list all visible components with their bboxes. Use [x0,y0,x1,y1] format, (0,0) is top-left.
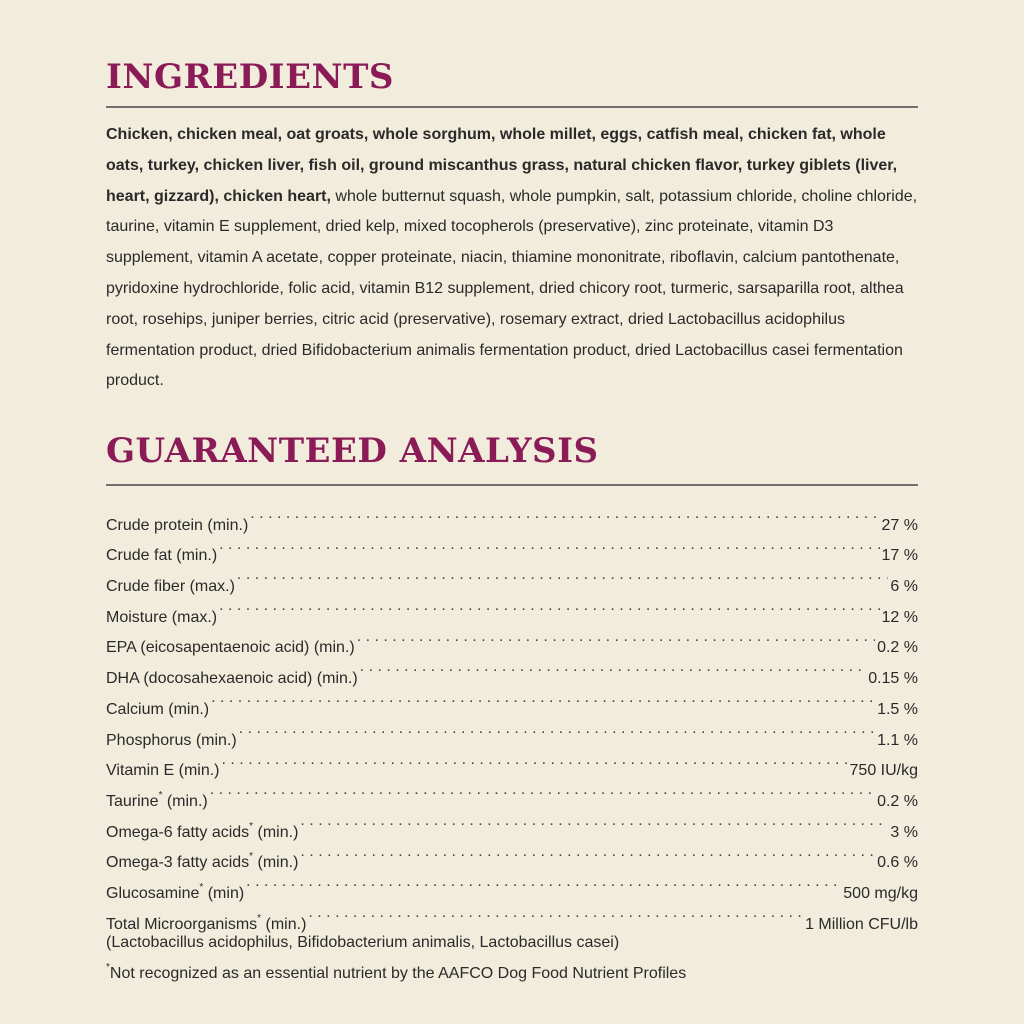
nutrient-name: Crude fat (min.) [106,547,218,565]
nutrient-name: Glucosamine [106,884,200,902]
nutrient-value: 1.1 % [877,731,918,749]
nutrient-qualifier: (min.) [253,823,299,841]
nutrient-value: 1 Million CFU/lb [805,915,918,933]
nutrient-label [106,572,235,603]
nutrient-name: Crude protein (min.) [106,516,249,534]
nutrient-label [106,726,237,757]
nutrient-value: 1.5 % [877,700,918,718]
analysis-row [106,714,918,749]
nutrient-footnote-marker: * [249,851,254,863]
analysis-row [106,745,918,780]
nutrient-value: 12 % [881,608,918,626]
nutrient-qualifier: (min) [203,884,245,902]
analysis-row [106,806,918,841]
nutrient-label [106,818,298,849]
ingredients-list [106,120,918,397]
nutrient-value: 0.2 % [877,792,918,810]
nutrient-label [106,879,244,910]
nutrient-name: Crude fiber (max.) [106,578,235,596]
nutrient-value: 27 % [881,516,918,534]
nutrient-value: 0.2 % [877,639,918,657]
nutrient-footnote-marker: * [199,881,204,893]
microorganisms-note: (Lactobacillus acidophilus, Bifidobacterium animalis, Lactobacillus casei) [106,934,620,951]
dot-leader [210,775,875,806]
analysis-row [106,591,918,626]
nutrient-name: Omega-6 fatty acids [106,823,250,841]
dot-leader [219,530,879,561]
analysis-row [106,499,918,534]
nutrient-label [106,633,355,664]
ingredients-divider [106,106,918,108]
dot-leader [246,867,841,898]
dot-leader [239,714,875,745]
nutrient-name: Omega-3 fatty acids [106,854,250,872]
nutrient-value: 0.15 % [868,670,918,688]
nutrient-name: Taurine [106,792,159,810]
nutrient-value: 750 IU/kg [849,762,918,780]
analysis-row [106,560,918,596]
dot-leader [300,837,875,868]
nutrient-label [106,756,220,787]
nutrient-name: DHA (docosahexaenoic acid) (min.) [106,670,358,688]
nutrient-name: Calcium (min.) [106,700,210,718]
nutrient-name: Moisture (max.) [106,608,218,626]
nutrient-footnote-marker: * [158,789,163,801]
nutrient-label [106,603,217,634]
analysis-row [106,683,918,718]
analysis-row [106,622,918,657]
nutrient-qualifier: (min.) [162,792,208,810]
nutrient-footnote-marker: * [249,820,254,832]
footnote [106,959,686,989]
ingredients-primary: Chicken, chicken meal, oat groats, whole sorghum, whole millet, eggs, catfish meal, chicken fat, whole oats, turkey, chicken liver, fish oil, ground miscanthus grass, natural chicken flavor, turkey giblets (liver, heart, gizzard), chicken heart, [106,126,898,205]
nutrient-value: 500 mg/kg [843,884,918,902]
ingredients-heading: INGREDIENTS [106,57,394,97]
nutrient-name: Phosphorus (min.) [106,731,237,749]
analysis-row [106,775,918,810]
analysis-table [106,499,918,933]
analysis-row [106,530,918,565]
nutrient-name: EPA (eicosapentaenoic acid) (min.) [106,639,355,657]
footnote-text: Not recognized as an essential nutrient by the AAFCO Dog Food Nutrient Profiles [109,965,687,982]
dot-leader [237,560,889,591]
nutrient-qualifier: (min.) [253,854,299,872]
nutrient-value: 3 % [890,823,918,841]
nutrient-label [106,695,209,726]
ingredients-secondary: whole butternut squash, whole pumpkin, salt, potassium chloride, choline chloride, taurine, vitamin E supplement, dried kelp, mixed tocopherols (preservative), zinc proteinate, vitamin D3 supplement, vitamin A acetate, copper proteinate, niacin, thiamine mononitrate, riboflavin, calcium pantothenate, pyridoxine hydrochloride, folic acid, vitamin B12 supplement, dried chicory root, turmeric, sarsaparilla root, althea root, rosehips, juniper berries, citric acid (preservative), rosemary extract, dried Lactobacillus acidophilus fermentation product, dried Bifidobacterium animalis fermentation product, dried Lactobacillus casei fermentation product. [106,187,918,390]
dot-leader [360,652,867,683]
nutrient-qualifier: (min.) [261,915,307,933]
dot-leader [211,683,875,714]
nutrient-name: Vitamin E (min.) [106,762,220,780]
analysis-heading: GUARANTEED ANALYSIS [106,431,599,471]
dot-leader [357,622,875,653]
dot-leader [250,499,879,530]
dot-leader [219,591,879,622]
dot-leader [300,806,888,837]
dot-leader [222,745,848,776]
nutrient-label [106,541,217,572]
nutrient-value: 0.6 % [877,854,918,872]
dot-leader [308,898,803,929]
nutrient-label [106,787,208,818]
nutrient-name: Total Microorganisms [106,915,258,933]
nutrient-footnote-marker: * [257,912,262,924]
nutrient-value: 17 % [881,547,918,565]
analysis-divider [106,484,918,486]
nutrient-value: 6 % [890,578,918,596]
footnote-star: * [106,962,110,973]
